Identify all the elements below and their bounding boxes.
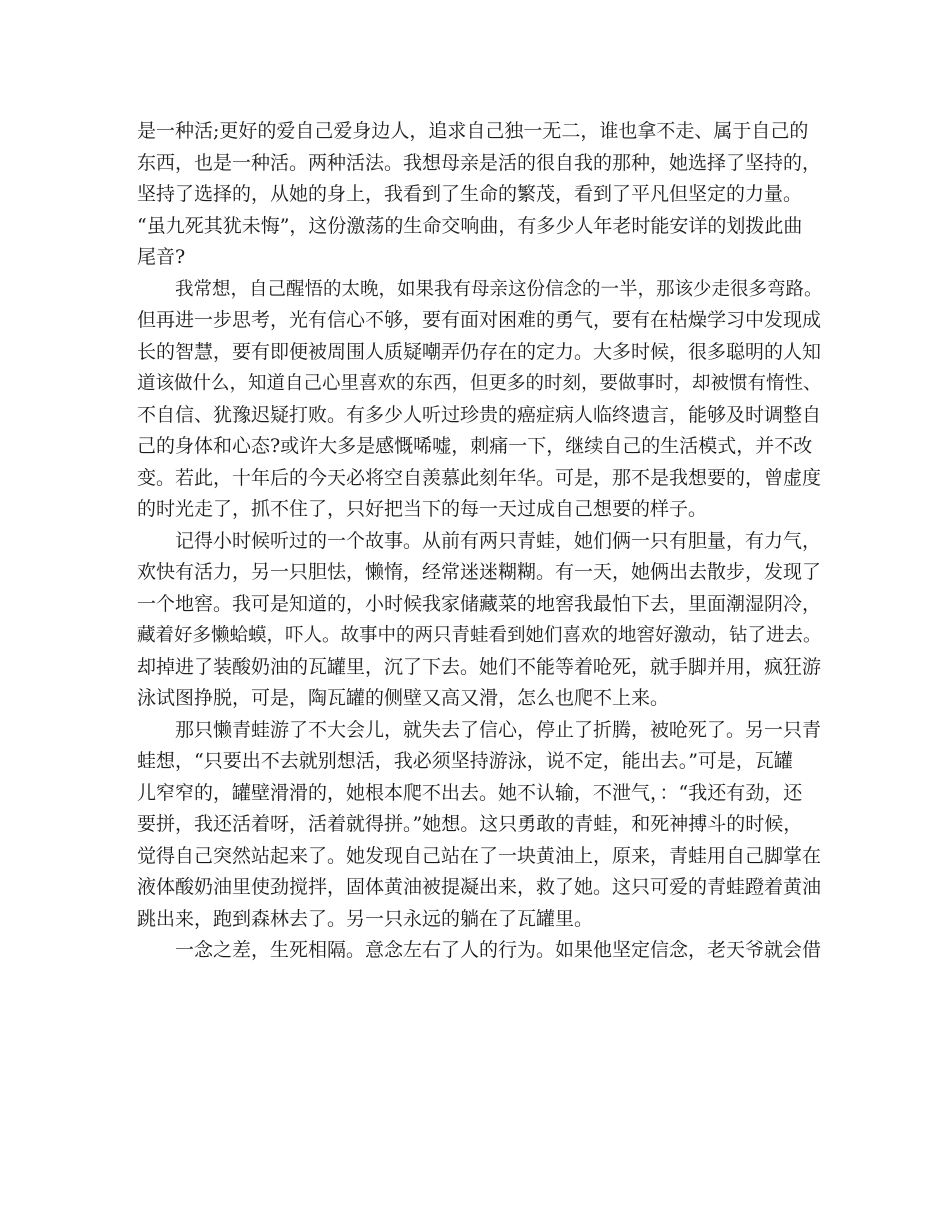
text-line: 道该做什么，知道自己心里喜欢的东西，但更多的时刻，要做事时，却被惯有惰性、 [137,373,822,394]
text-line: 我常想，自己醒悟的太晚，如果我有母亲这份信念的一半，那该少走很多弯路。 [175,278,823,300]
text-line: 的时光走了，抓不住了，只好把当下的每一天过成自己想要的样子。 [137,498,708,520]
text-line: 长的智慧，要有即便被周围人质疑嘲弄仍存在的定力。大多时候，很多聪明的人知 [137,340,822,363]
text-line: 是一种活;更好的爱自己爱身边人，追求自己独一无二，谁也拿不走、属于自己的 [137,120,809,142]
text-line: 一个地窖。我可是知道的，小时候我家储藏菜的地窖我最怕下去，里面潮湿阴冷， [137,592,822,615]
text-line: 欢快有活力，另一只胆怯，懒惰，经常迷迷糊糊。有一天，她俩出去散步，发现了 [137,561,822,583]
text-line: 己的身体和心态?或许大多是感慨唏嘘，刺痛一下，继续自己的生活模式，并不改 [137,435,813,457]
text-line: “虽九死其犹未悔”，这份激荡的生命交响曲，有多少人年老时能安详的划拨此曲 [137,214,803,237]
text-line: 坚持了选择的，从她的身上，我看到了生命的繁茂，看到了平凡但坚定的力量。 [137,183,803,205]
text-line: 泳试图挣脱，可是，陶瓦罐的侧壁又高又滑，怎么也爬不上来。 [137,687,670,709]
text-line: 那只懒青蛙游了不大会儿，就失去了信心，停止了折腾，被呛死了。另一只青 [175,718,822,741]
body-text [137,116,827,967]
text-line: 不自信、犹豫迟疑打败。有多少人听过珍贵的癌症病人临终遗言，能够及时调整自 [137,403,822,426]
text-line: 但再进一步思考，光有信心不够，要有面对困难的勇气，要有在枯燥学习中发现成 [137,309,822,331]
text-line: 变。若此，十年后的今天必将空自羡慕此刻年华。可是，那不是我想要的，曾虚度 [137,466,822,489]
text-line: 液体酸奶油里使劲搅拌，固体黄油被提凝出来，救了她。这只可爱的青蛙蹬着黄油 [137,876,822,898]
text-line: 跳出来，跑到森林去了。另一只永远的躺在了瓦罐里。 [137,907,594,930]
text-line: 却掉进了装酸奶油的瓦罐里，沉了下去。她们不能等着呛死，就手脚并用，疯狂游 [137,655,822,678]
text-line: 蛙想，“只要出不去就别想活，我必须坚持游泳，说不定，能出去。”可是，瓦罐 [137,750,793,772]
text-line: 儿窄窄的，罐壁滑滑的，她根本爬不出去。她不认输，不泄气，：“我还有劲，还 [137,781,803,804]
text-line: 尾音? [137,246,186,268]
text-line: 一念之差，生死相隔。意念左右了人的行为。如果他坚定信念，老天爷就会借 [175,939,822,961]
text-line: 藏着好多懒蛤蟆，吓人。故事中的两只青蛙看到她们喜欢的地窖好激动，钻了进去。 [137,625,822,646]
text-line: 觉得自己突然站起来了。她发现自己站在了一块黄油上，原来，青蛙用自己脚掌在 [137,844,822,867]
text-line: 要拼，我还活着呀，活着就得拼。”她想。这只勇敢的青蛙，和死神搏斗的时候， [137,813,803,835]
text-line: 记得小时候听过的一个故事。从前有两只青蛙，她们俩一只有胆量，有力气， [175,529,822,552]
text-line: 东西，也是一种活。两种活法。我想母亲是活的很自我的那种，她选择了坚持的， [137,151,822,174]
